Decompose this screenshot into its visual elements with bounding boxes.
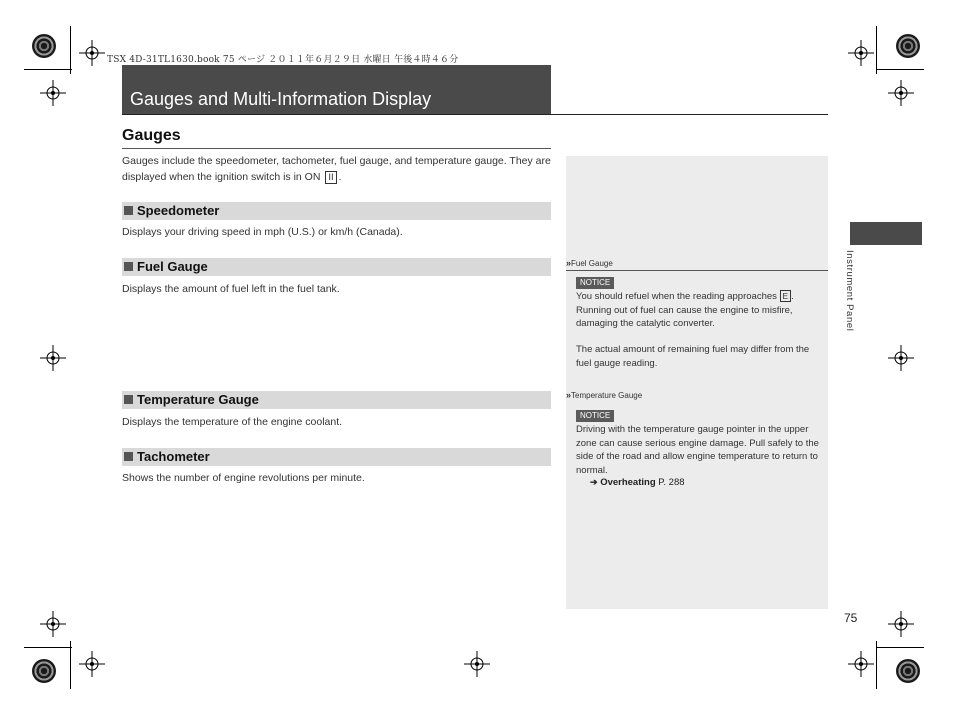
- registration-mark-icon: [79, 40, 105, 66]
- ignition-position-key: II: [325, 171, 336, 184]
- reference-arrow-icon: »: [566, 390, 572, 400]
- temperature-gauge-reference: [566, 390, 642, 400]
- temperature-notice-text: Driving with the temperature gauge pointer in the upper zone can cause serious engine damage. Pull safely to the side of the road and allow engine temperature to return to normal.: [576, 424, 819, 476]
- square-bullet-icon: [124, 395, 133, 404]
- registration-mark-icon: [40, 345, 66, 371]
- cross-reference-icon: ➔: [590, 477, 598, 487]
- speedometer-text: Displays your driving speed in mph (U.S.) or km/h (Canada).: [122, 226, 403, 238]
- fuel-notice-text-end: . Running out of fuel can cause the engine to misfire, damaging the catalytic converter.: [576, 291, 794, 329]
- registration-mark-icon: [79, 651, 105, 677]
- sidebar-notes-panel: [566, 156, 828, 609]
- reference-label: Temperature Gauge: [571, 391, 643, 400]
- subsection-header-fuel-gauge: [122, 258, 551, 276]
- page-number: 75: [844, 611, 858, 625]
- notice-badge: NOTICE: [576, 410, 614, 422]
- empty-mark-key: E: [780, 290, 792, 302]
- color-rosette-icon: [32, 34, 56, 58]
- registration-mark-icon: [464, 651, 490, 677]
- registration-mark-icon: [888, 345, 914, 371]
- subsection-header-speedometer: [122, 202, 551, 220]
- color-rosette-icon: [896, 34, 920, 58]
- page-heading: Gauges: [122, 127, 181, 144]
- title-divider: [122, 114, 828, 115]
- reference-label: Fuel Gauge: [571, 259, 613, 268]
- subsection-header-temperature-gauge: [122, 391, 551, 409]
- color-rosette-icon: [32, 659, 56, 683]
- registration-mark-icon: [888, 611, 914, 637]
- chapter-tab-label: Instrument Panel: [844, 250, 855, 332]
- registration-mark-icon: [888, 80, 914, 106]
- overheating-link-label: Overheating: [600, 477, 656, 488]
- chapter-tab: [850, 222, 922, 245]
- heading-divider: [122, 148, 551, 149]
- fuel-note-text: The actual amount of remaining fuel may differ from the fuel gauge reading.: [576, 344, 810, 369]
- overheating-link-page: P. 288: [658, 477, 685, 488]
- intro-text: Gauges include the speedometer, tachometer, fuel gauge, and temperature gauge. They are displayed when the ignition switch is in ON: [122, 155, 551, 183]
- intro-paragraph: [122, 153, 562, 185]
- reference-arrow-icon: »: [566, 258, 572, 268]
- subsection-title: Speedometer: [137, 203, 220, 218]
- fuel-notice-text-start: You should refuel when the reading approaches: [576, 291, 777, 302]
- registration-mark-icon: [848, 40, 874, 66]
- fuel-notice-text: [576, 290, 822, 331]
- square-bullet-icon: [124, 262, 133, 271]
- subsection-header-tachometer: [122, 448, 551, 466]
- section-title: Gauges and Multi-Information Display: [130, 89, 432, 109]
- registration-mark-icon: [848, 651, 874, 677]
- square-bullet-icon: [124, 452, 133, 461]
- fuel-gauge-reference: [566, 258, 613, 268]
- registration-mark-icon: [40, 611, 66, 637]
- subsection-title: Tachometer: [137, 449, 210, 464]
- intro-text-end: .: [338, 171, 342, 183]
- subsection-title: Temperature Gauge: [137, 392, 259, 407]
- sidebar-divider: [566, 270, 828, 271]
- registration-mark-icon: [40, 80, 66, 106]
- fuel-gauge-text: Displays the amount of fuel left in the fuel tank.: [122, 283, 340, 295]
- notice-badge: NOTICE: [576, 277, 614, 289]
- square-bullet-icon: [124, 206, 133, 215]
- print-file-header: TSX 4D-31TL1630.book 75 ページ ２０１１年６月２９日 水曜日 午後４時４６分: [107, 55, 459, 65]
- color-rosette-icon: [896, 659, 920, 683]
- tachometer-text: Shows the number of engine revolutions per minute.: [122, 472, 365, 484]
- subsection-title: Fuel Gauge: [137, 259, 208, 274]
- overheating-link[interactable]: [590, 477, 685, 488]
- temperature-gauge-text: Displays the temperature of the engine coolant.: [122, 416, 343, 428]
